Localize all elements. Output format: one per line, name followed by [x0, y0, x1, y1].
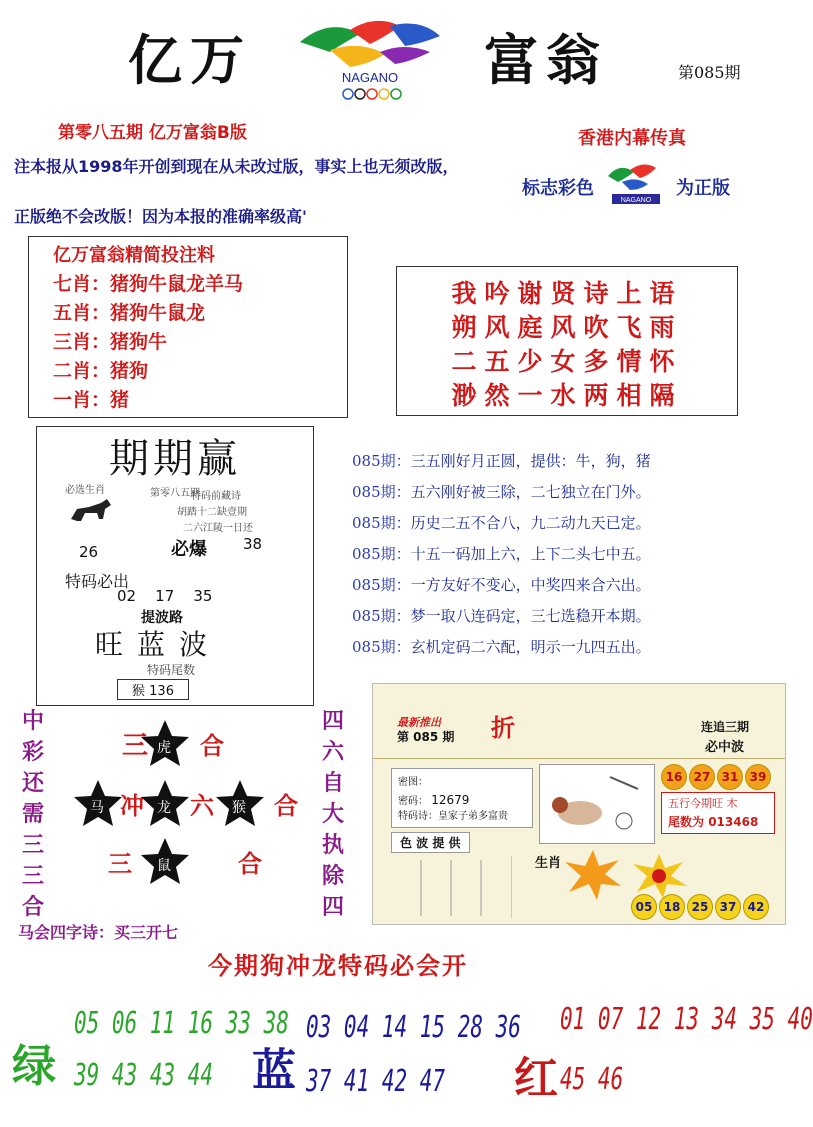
edition-label: 第零八五期 亿万富翁B版: [58, 123, 247, 143]
left-vertical-text: 中 彩 还 需 三 三 合: [21, 708, 44, 920]
picks-row: 七肖：猪狗牛鼠龙羊马: [53, 273, 244, 295]
title-right: 富翁: [484, 28, 608, 92]
red-label: 红: [514, 1053, 558, 1104]
poem-line: 朔风庭风吹飞雨: [451, 313, 683, 342]
clip-bao: 必爆: [171, 539, 207, 560]
ball: 37: [715, 894, 741, 920]
ball: 27: [689, 764, 715, 790]
clip-title: 期期赢: [109, 436, 241, 482]
burst-icon: [563, 850, 623, 904]
star-tiger: 虎: [157, 740, 171, 756]
balls-top: [661, 764, 773, 790]
newspaper-clip: [36, 426, 314, 706]
verse-list: [352, 446, 772, 663]
wx-label: 五行今期旺: [668, 797, 723, 810]
balls-bottom: [631, 894, 771, 920]
picks-row: 五肖：猪狗牛鼠龙: [53, 302, 206, 324]
ball: 18: [659, 894, 685, 920]
clip-right-1: 特码前藏诗: [191, 491, 241, 502]
notice-line-2: 正版绝不会改版！因为本报的准确率级高': [14, 207, 307, 226]
code-label: 密码：: [398, 796, 428, 807]
ball: 39: [745, 764, 771, 790]
tail-value: 013468: [708, 815, 759, 829]
verse-item: 085期：五六刚好被三除，二七独立在门外。: [352, 483, 651, 501]
verse-item: 085期：梦一取八连码定，三七选稳开本期。: [352, 607, 651, 625]
pane-shengxiao: 生肖: [535, 856, 562, 871]
star-monkey: 猴: [232, 800, 246, 816]
right-vertical-text: 四 六 自 大 执 除 四: [321, 708, 344, 920]
clip-big: 旺蓝波: [95, 628, 222, 661]
pane-issue: 第 085 期: [397, 730, 455, 744]
code-value: 12679: [431, 793, 470, 807]
pane-columns: [391, 856, 512, 918]
green-line-2: 39 43 43 44: [74, 1058, 214, 1093]
picks-row: 一肖：猪: [53, 389, 130, 411]
verse-item: 085期：三五刚好月正圆，提供：牛，狗，猪: [352, 452, 651, 470]
small-logo-icon: [604, 160, 668, 220]
tm-value: 皇家子弟多富贵: [438, 811, 508, 822]
clip-num-2: 38: [243, 535, 263, 553]
star-top-right: 合: [200, 731, 224, 760]
ball: 31: [717, 764, 743, 790]
blue-line-2: 37 41 42 47: [306, 1064, 446, 1099]
picks-row: 三肖：猪狗牛: [53, 331, 168, 353]
verse-item: 085期：历史二五不合八，九二动九天已定。: [352, 514, 651, 532]
notice-line-1: 注本报从1998年开创到现在从未改过版，事实上也无须改版，: [14, 157, 459, 176]
lottery-pane: [372, 683, 786, 925]
star-bottom-left: 三: [108, 849, 132, 878]
riddle-label: 密图：: [398, 777, 428, 788]
pane-image: [539, 764, 655, 844]
blue-line-1: 03 04 14 15 28 36: [306, 1010, 521, 1045]
ball: 16: [661, 764, 687, 790]
star-rat: 鼠: [157, 858, 171, 874]
tm-label: 特码诗：: [398, 811, 438, 822]
pane-latest: 最新推出: [397, 716, 441, 729]
issue-number: 第085期: [678, 63, 741, 82]
pane-color-bar: 色 波 提 供: [391, 832, 470, 853]
horse-poem: 马会四字诗：买三开七: [18, 923, 179, 942]
green-line-1: 05 06 11 16 33 38: [74, 1006, 289, 1041]
poem-line: 二五少女多情怀: [451, 347, 683, 376]
ball: 42: [743, 894, 769, 920]
small-logo-text: NAGANO: [620, 197, 652, 204]
ball: 05: [631, 894, 657, 920]
green-label: 绿: [12, 1041, 56, 1092]
picks-box: [28, 236, 348, 418]
title-left: 亿万: [128, 28, 252, 92]
clip-numbers-row: 02 17 35: [117, 587, 213, 605]
horse-icon: [67, 497, 117, 531]
pane-zhe: 折: [491, 714, 515, 742]
ball: 25: [687, 894, 713, 920]
hk-fax-label: 香港内幕传真: [578, 128, 686, 149]
clip-monkey: 猴: [132, 684, 146, 699]
pane-riddle-box: [391, 768, 533, 828]
official-label: 为正版: [676, 178, 730, 199]
star-bottom-right: 合: [238, 849, 262, 878]
verse-item: 085期：一方友好不变心，中奖四来合六出。: [352, 576, 651, 594]
clip-right-3: 二六江陵一日还: [183, 523, 253, 534]
clip-left-label: 必选生肖: [65, 485, 105, 496]
clip-num-1: 26: [79, 543, 99, 561]
wx-value: 木: [726, 797, 738, 810]
poem-line: 渺然一水两相隔: [451, 381, 683, 410]
clip-monkey-num: 136: [149, 684, 174, 699]
clip-road: 提波路: [141, 610, 183, 626]
poem-box: [396, 266, 738, 416]
nagano-logo: [290, 12, 450, 102]
star-dragon: 龙: [157, 800, 171, 816]
red-line-2: 45 46: [560, 1062, 624, 1097]
star-horse: 马: [90, 800, 104, 816]
poem-line: 我吟谢贤诗上语: [451, 279, 683, 308]
clip-right-2: 胡踏十二缺壹期: [177, 507, 247, 518]
picks-row: 二肖：猪狗: [53, 360, 149, 382]
clip-tail-label: 特码尾数: [147, 663, 196, 677]
star-diagram: [60, 712, 310, 892]
star-six: 六: [190, 791, 214, 820]
pane-consec: 连追三期: [701, 720, 750, 734]
star-mid-right: 合: [274, 791, 298, 820]
tail-label: 尾数为: [668, 815, 705, 829]
banner: 今期狗冲龙特码必会开: [208, 951, 468, 980]
logo-text: NAGANO: [341, 70, 399, 85]
clip-mid: 特码必出: [65, 572, 130, 591]
red-line-1: 01 07 12 13 34 35 40: [560, 1002, 813, 1037]
star-top-left: 三: [122, 731, 149, 761]
blue-label: 蓝: [252, 1045, 296, 1096]
verse-item: 085期：十五一码加上六，上下二头七中五。: [352, 545, 651, 563]
picks-head: 亿万富翁精简投注料: [53, 245, 215, 266]
clip-sub: 第零八五期: [150, 488, 200, 499]
pane-must: 必中波: [705, 740, 745, 755]
pane-wx-box: [661, 792, 775, 834]
verse-item: 085期：玄机定码二六配，明示一九四五出。: [352, 638, 651, 656]
logo-color-label: 标志彩色: [522, 178, 594, 199]
star-chong: 冲: [120, 791, 144, 820]
